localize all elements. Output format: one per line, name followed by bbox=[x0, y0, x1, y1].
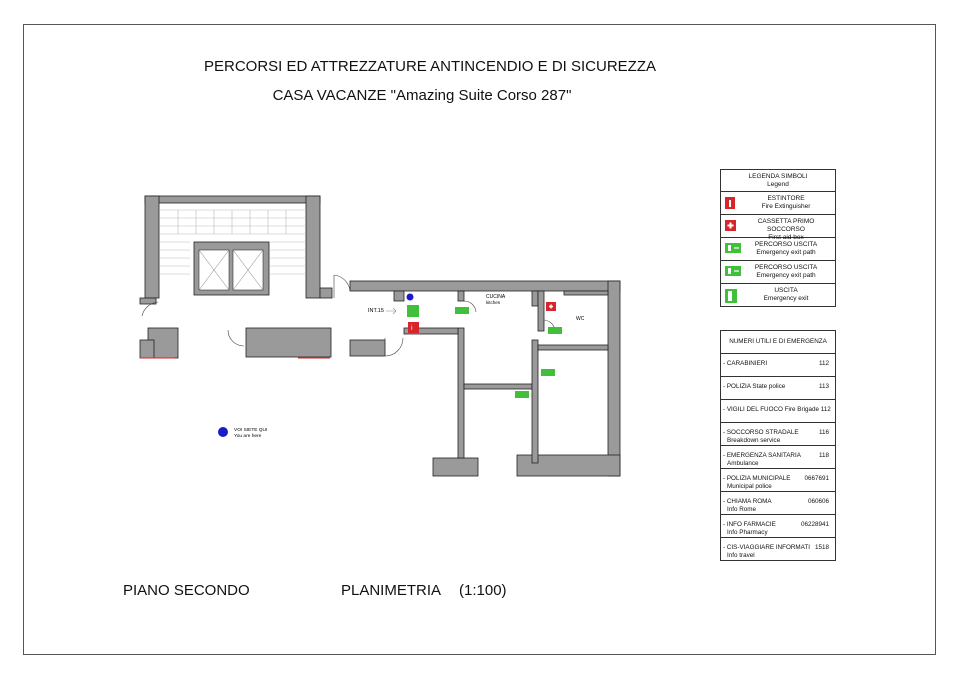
number-row: - CARABINIERI 112 bbox=[721, 354, 835, 377]
exit-path-icon bbox=[541, 369, 555, 376]
emergency-numbers-table bbox=[720, 330, 836, 561]
legend-item: PERCORSO USCITA Emergency exit path bbox=[721, 261, 835, 284]
numbers-header: NUMERI UTILI E DI EMERGENZA bbox=[721, 331, 835, 354]
kitchen-label: CUCINA bbox=[486, 294, 506, 300]
legend-item: ESTINTORE Fire Extinguisher bbox=[721, 192, 835, 215]
legend-item: PERCORSO USCITA Emergency exit path bbox=[721, 238, 835, 261]
plan-label: PLANIMETRIA bbox=[341, 582, 442, 599]
exit-sign-icon bbox=[407, 305, 419, 317]
wc-label: WC bbox=[576, 316, 585, 322]
legend-item: CASSETTA PRIMO SOCCORSO First aid box bbox=[721, 215, 835, 238]
you-are-here-label: VOI SIETE QUI bbox=[234, 428, 268, 433]
exit-path-icon bbox=[548, 327, 562, 334]
page-subtitle: CASA VACANZE "Amazing Suite Corso 287" bbox=[272, 87, 572, 104]
you-are-here-legend-marker bbox=[218, 427, 228, 437]
legend-item: USCITA Emergency exit bbox=[721, 284, 835, 306]
elevator bbox=[194, 242, 269, 295]
kitchen-label-en: kitchen bbox=[486, 300, 501, 305]
legend-header: LEGENDA SIMBOLI Legend bbox=[721, 170, 835, 192]
fire-extinguisher-icon bbox=[408, 322, 419, 333]
page-title: PERCORSI ED ATTREZZATURE ANTINCENDIO E DI SICUREZZA bbox=[204, 58, 656, 75]
fire-extinguisher-icon bbox=[725, 197, 735, 209]
exit-path-icon bbox=[515, 391, 529, 398]
number-row: - POLIZIA MUNICIPALE Municipal police 0667691 bbox=[721, 469, 835, 492]
number-row: - CHIAMA ROMA Info Rome 060606 bbox=[721, 492, 835, 515]
number-row: - POLIZIA State police 113 bbox=[721, 377, 835, 400]
symbol-legend bbox=[720, 169, 836, 307]
exit-path-icon bbox=[455, 307, 469, 314]
floor-label: PIANO SECONDO bbox=[123, 582, 250, 599]
number-row: - EMERGENZA SANITARIA Ambulance 118 bbox=[721, 446, 835, 469]
number-row: - SOCCORSO STRADALE Breakdown service 116 bbox=[721, 423, 835, 446]
walls bbox=[140, 196, 620, 476]
first-aid-icon bbox=[725, 220, 736, 231]
you-are-here-marker bbox=[407, 294, 414, 301]
apartment-label: INT.15 bbox=[368, 308, 384, 314]
number-row: - INFO FARMACIE Info Pharmacy 06228941 bbox=[721, 515, 835, 538]
scale-label: (1:100) bbox=[459, 582, 507, 599]
svg-text:i: i bbox=[411, 325, 413, 332]
number-row: - VIGILI DEL FUOCO Fire Brigade 112 bbox=[721, 400, 835, 423]
you-are-here-label-en: You are here bbox=[234, 434, 262, 439]
exit-icon bbox=[725, 289, 737, 303]
number-row: - CIS-VIAGGIARE INFORMATI Info travel 1518 bbox=[723, 544, 829, 559]
